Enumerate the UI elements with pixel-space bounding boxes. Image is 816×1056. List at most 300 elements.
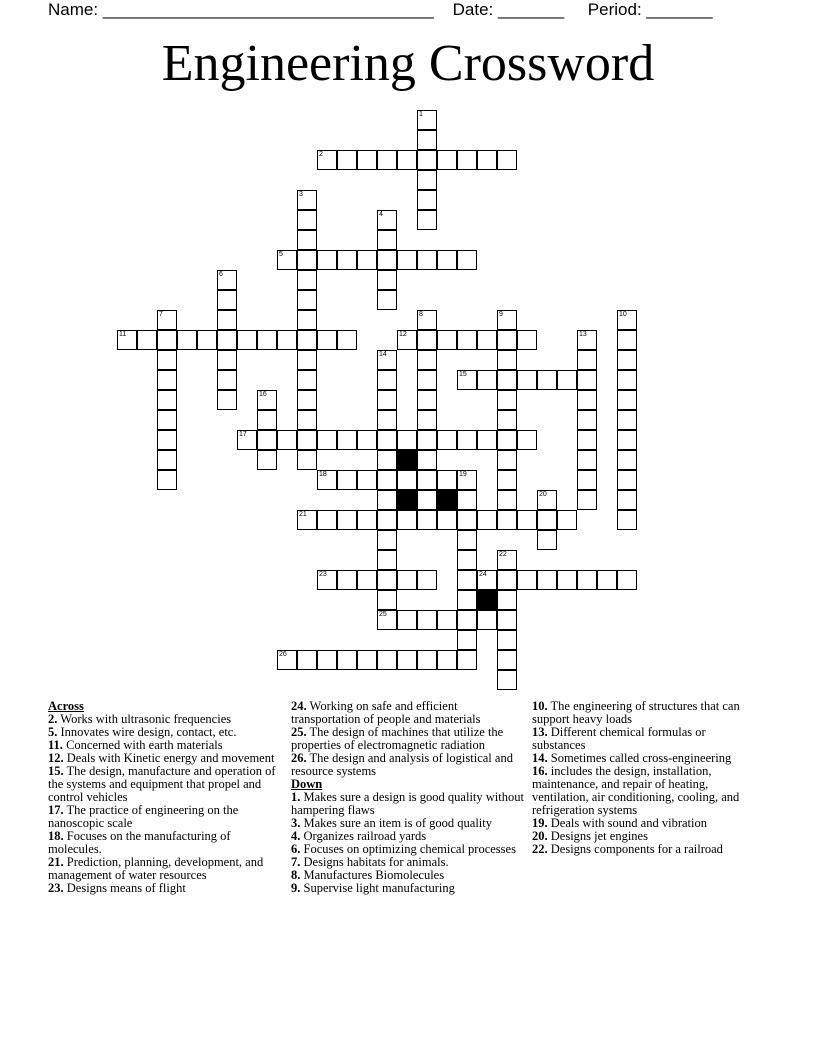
- grid-cell[interactable]: [537, 490, 557, 510]
- clue-number: 26: [279, 651, 287, 658]
- grid-cell[interactable]: [417, 430, 437, 450]
- clue-item: [48, 804, 283, 830]
- grid-cell[interactable]: [217, 310, 237, 330]
- clue-number: 19: [459, 471, 467, 478]
- grid-cell[interactable]: [457, 590, 477, 610]
- clue-item-number: 16.: [532, 764, 548, 778]
- grid-cell[interactable]: [497, 650, 517, 670]
- clue-item-number: 11.: [48, 738, 63, 752]
- grid-cell[interactable]: [157, 450, 177, 470]
- grid-cell[interactable]: [417, 350, 437, 370]
- grid-cell[interactable]: [317, 510, 337, 530]
- clue-number: 17: [239, 431, 247, 438]
- grid-cell[interactable]: [377, 210, 397, 230]
- grid-cell[interactable]: [517, 430, 537, 450]
- grid-cell[interactable]: [617, 410, 637, 430]
- clue-item-text: Innovates wire design, contact, etc.: [60, 725, 237, 739]
- grid-cell[interactable]: [577, 490, 597, 510]
- clues-column-3: [532, 700, 762, 856]
- grid-cell[interactable]: [337, 650, 357, 670]
- grid-cell[interactable]: [497, 370, 517, 390]
- clue-item: [291, 791, 524, 817]
- grid-cell[interactable]: [297, 370, 317, 390]
- grid-cell[interactable]: [177, 330, 197, 350]
- clue-number: 15: [459, 371, 467, 378]
- grid-cell[interactable]: [417, 170, 437, 190]
- grid-cell[interactable]: [577, 350, 597, 370]
- grid-cell[interactable]: [317, 250, 337, 270]
- grid-cell[interactable]: [277, 330, 297, 350]
- grid-cell[interactable]: [437, 610, 457, 630]
- grid-cell[interactable]: [457, 470, 477, 490]
- grid-cell[interactable]: [257, 330, 277, 350]
- grid-cell[interactable]: [377, 650, 397, 670]
- grid-cell[interactable]: [257, 390, 277, 410]
- black-cell: [477, 590, 497, 610]
- grid-cell[interactable]: [417, 370, 437, 390]
- grid-cell[interactable]: [497, 470, 517, 490]
- grid-cell[interactable]: [377, 450, 397, 470]
- grid-cell[interactable]: [497, 610, 517, 630]
- grid-cell[interactable]: [377, 230, 397, 250]
- clue-number: 20: [539, 491, 547, 498]
- grid-cell[interactable]: [157, 430, 177, 450]
- grid-cell[interactable]: [457, 650, 477, 670]
- crossword-grid: [117, 110, 757, 692]
- header: [48, 0, 713, 20]
- clue-number: 7: [159, 311, 163, 318]
- clue-item-text: The design, manufacture and operation of the systems and equipment that propel and control vehicles: [48, 764, 276, 804]
- clue-number: 14: [379, 351, 387, 358]
- grid-cell[interactable]: [517, 510, 537, 530]
- clue-number: 8: [419, 311, 423, 318]
- clue-item-text: Prediction, planning, development, and management of water resources: [48, 855, 264, 882]
- clue-item-number: 5.: [48, 725, 58, 739]
- grid-cell[interactable]: [337, 510, 357, 530]
- grid-cell[interactable]: [377, 610, 397, 630]
- clue-item-number: 10.: [532, 699, 548, 713]
- clue-number: 10: [619, 311, 627, 318]
- grid-cell[interactable]: [497, 590, 517, 610]
- grid-cell[interactable]: [157, 310, 177, 330]
- grid-cell[interactable]: [417, 510, 437, 530]
- black-cell: [437, 490, 457, 510]
- clue-number: 12: [399, 331, 407, 338]
- grid-cell[interactable]: [477, 150, 497, 170]
- clue-number: 2: [319, 151, 323, 158]
- grid-cell[interactable]: [397, 430, 417, 450]
- grid-cell[interactable]: [617, 570, 637, 590]
- grid-cell[interactable]: [617, 390, 637, 410]
- grid-cell[interactable]: [577, 390, 597, 410]
- grid-cell[interactable]: [497, 350, 517, 370]
- grid-cell[interactable]: [317, 330, 337, 350]
- clue-number: 22: [499, 551, 507, 558]
- grid-cell[interactable]: [397, 150, 417, 170]
- clue-item-number: 7.: [291, 855, 301, 869]
- grid-cell[interactable]: [617, 310, 637, 330]
- black-cell: [397, 490, 417, 510]
- clue-item: [48, 856, 283, 882]
- grid-cell[interactable]: [377, 410, 397, 430]
- clues-column-2: [291, 700, 524, 895]
- grid-cell[interactable]: [417, 190, 437, 210]
- grid-cell[interactable]: [357, 470, 377, 490]
- grid-cell[interactable]: [297, 270, 317, 290]
- grid-cell[interactable]: [337, 430, 357, 450]
- grid-cell[interactable]: [377, 470, 397, 490]
- grid-cell[interactable]: [397, 510, 417, 530]
- grid-cell[interactable]: [197, 330, 217, 350]
- clue-item-number: 14.: [532, 751, 548, 765]
- grid-cell[interactable]: [337, 570, 357, 590]
- grid-cell[interactable]: [497, 510, 517, 530]
- grid-cell[interactable]: [417, 150, 437, 170]
- grid-cell[interactable]: [377, 350, 397, 370]
- clue-item: [291, 700, 524, 726]
- grid-cell[interactable]: [437, 250, 457, 270]
- grid-cell[interactable]: [457, 490, 477, 510]
- clue-item-text: Designs habitats for animals.: [303, 855, 449, 869]
- grid-cell[interactable]: [417, 110, 437, 130]
- grid-cell[interactable]: [477, 510, 497, 530]
- grid-cell[interactable]: [297, 310, 317, 330]
- grid-cell[interactable]: [557, 510, 577, 530]
- grid-cell[interactable]: [217, 390, 237, 410]
- grid-cell[interactable]: [157, 330, 177, 350]
- grid-cell[interactable]: [497, 630, 517, 650]
- grid-cell[interactable]: [437, 510, 457, 530]
- grid-cell[interactable]: [417, 450, 437, 470]
- clue-item: [532, 843, 762, 856]
- clue-item-number: 9.: [291, 881, 301, 895]
- clues-column-1: [48, 700, 283, 895]
- grid-cell[interactable]: [277, 250, 297, 270]
- grid-cell[interactable]: [397, 570, 417, 590]
- clue-item-text: Focuses on optimizing chemical processes: [303, 842, 516, 856]
- grid-cell[interactable]: [357, 650, 377, 670]
- grid-cell[interactable]: [517, 370, 537, 390]
- clue-item: [291, 882, 524, 895]
- grid-cell[interactable]: [217, 290, 237, 310]
- grid-cell[interactable]: [457, 430, 477, 450]
- grid-cell[interactable]: [357, 510, 377, 530]
- grid-cell[interactable]: [477, 330, 497, 350]
- grid-cell[interactable]: [217, 370, 237, 390]
- clue-item-number: 4.: [291, 829, 301, 843]
- clue-item-number: 18.: [48, 829, 64, 843]
- clue-item-number: 6.: [291, 842, 301, 856]
- grid-cell[interactable]: [457, 550, 477, 570]
- grid-cell[interactable]: [377, 570, 397, 590]
- grid-cell[interactable]: [397, 610, 417, 630]
- clue-item: [291, 752, 524, 778]
- grid-cell[interactable]: [297, 250, 317, 270]
- grid-cell[interactable]: [297, 390, 317, 410]
- clue-item-number: 24.: [291, 699, 307, 713]
- grid-cell[interactable]: [297, 430, 317, 450]
- grid-cell[interactable]: [377, 250, 397, 270]
- grid-cell[interactable]: [477, 570, 497, 590]
- grid-cell[interactable]: [477, 430, 497, 450]
- grid-cell[interactable]: [577, 470, 597, 490]
- grid-cell[interactable]: [457, 510, 477, 530]
- grid-cell[interactable]: [577, 570, 597, 590]
- grid-cell[interactable]: [357, 250, 377, 270]
- grid-cell[interactable]: [257, 430, 277, 450]
- grid-cell[interactable]: [497, 550, 517, 570]
- grid-cell[interactable]: [577, 450, 597, 470]
- grid-cell[interactable]: [457, 570, 477, 590]
- clue-item-number: 26.: [291, 751, 307, 765]
- clue-item-text: Concerned with earth materials: [66, 738, 223, 752]
- grid-cell[interactable]: [417, 470, 437, 490]
- grid-cell[interactable]: [417, 130, 437, 150]
- clue-item-number: 15.: [48, 764, 64, 778]
- grid-cell[interactable]: [437, 330, 457, 350]
- grid-cell[interactable]: [457, 250, 477, 270]
- grid-cell[interactable]: [297, 290, 317, 310]
- clue-item: [532, 700, 762, 726]
- grid-cell[interactable]: [437, 650, 457, 670]
- grid-cell[interactable]: [157, 470, 177, 490]
- grid-cell[interactable]: [517, 570, 537, 590]
- grid-cell[interactable]: [497, 490, 517, 510]
- clue-item-text: Working on safe and efficient transportation of people and materials: [291, 699, 481, 726]
- clue-item-text: Deals with Kinetic energy and movement: [66, 751, 275, 765]
- grid-cell[interactable]: [617, 350, 637, 370]
- clue-item-number: 23.: [48, 881, 64, 895]
- grid-cell[interactable]: [417, 570, 437, 590]
- clue-item-number: 22.: [532, 842, 548, 856]
- grid-cell[interactable]: [617, 370, 637, 390]
- grid-cell[interactable]: [257, 410, 277, 430]
- clue-item-number: 20.: [532, 829, 548, 843]
- grid-cell[interactable]: [497, 390, 517, 410]
- grid-cell[interactable]: [317, 570, 337, 590]
- grid-cell[interactable]: [377, 490, 397, 510]
- clue-number: 21: [299, 511, 307, 518]
- grid-cell[interactable]: [297, 410, 317, 430]
- grid-cell[interactable]: [457, 330, 477, 350]
- clue-item-number: 21.: [48, 855, 64, 869]
- grid-cell[interactable]: [577, 370, 597, 390]
- grid-cell[interactable]: [497, 430, 517, 450]
- grid-cell[interactable]: [417, 210, 437, 230]
- clue-number: 1: [419, 111, 423, 118]
- clue-item-number: 12.: [48, 751, 64, 765]
- grid-cell[interactable]: [617, 330, 637, 350]
- grid-cell[interactable]: [337, 330, 357, 350]
- grid-cell[interactable]: [477, 370, 497, 390]
- grid-cell[interactable]: [357, 150, 377, 170]
- grid-cell[interactable]: [297, 230, 317, 250]
- grid-cell[interactable]: [297, 650, 317, 670]
- grid-cell[interactable]: [597, 570, 617, 590]
- down-heading: Down: [291, 777, 323, 791]
- clue-item: [532, 726, 762, 752]
- clue-item-text: Makes sure a design is good quality without hampering flaws: [291, 790, 524, 817]
- period-field[interactable]: Period: _______: [587, 0, 713, 19]
- grid-cell[interactable]: [617, 490, 637, 510]
- clue-item-text: includes the design, installation, maintenance, and repair of heating, ventilation, air conditioning, cooling, and refrigeration systems: [532, 764, 740, 817]
- grid-cell[interactable]: [217, 330, 237, 350]
- grid-cell[interactable]: [317, 470, 337, 490]
- grid-cell[interactable]: [237, 430, 257, 450]
- grid-cell[interactable]: [377, 290, 397, 310]
- grid-cell[interactable]: [457, 630, 477, 650]
- grid-cell[interactable]: [297, 350, 317, 370]
- clue-item: [291, 726, 524, 752]
- grid-cell[interactable]: [417, 650, 437, 670]
- grid-cell[interactable]: [417, 610, 437, 630]
- grid-cell[interactable]: [417, 310, 437, 330]
- clue-item-text: The design of machines that utilize the properties of electromagnetic radiation: [291, 725, 504, 752]
- clue-number: 5: [279, 251, 283, 258]
- date-field[interactable]: Date: _______: [452, 0, 565, 19]
- grid-cell[interactable]: [317, 150, 337, 170]
- grid-cell[interactable]: [437, 430, 457, 450]
- clue-item-number: 13.: [532, 725, 548, 739]
- clue-item-number: 2.: [48, 712, 58, 726]
- clue-number: 23: [319, 571, 327, 578]
- grid-cell[interactable]: [537, 570, 557, 590]
- grid-cell[interactable]: [217, 350, 237, 370]
- name-field[interactable]: Name: ___________________________________: [48, 0, 434, 19]
- grid-cell[interactable]: [497, 330, 517, 350]
- clue-item-text: Sometimes called cross-engineering: [550, 751, 732, 765]
- grid-cell[interactable]: [417, 250, 437, 270]
- clue-item-text: Designs components for a railroad: [550, 842, 723, 856]
- grid-cell[interactable]: [617, 450, 637, 470]
- grid-cell[interactable]: [157, 390, 177, 410]
- grid-cell[interactable]: [457, 530, 477, 550]
- grid-cell[interactable]: [497, 410, 517, 430]
- grid-cell[interactable]: [377, 590, 397, 610]
- grid-cell[interactable]: [417, 410, 437, 430]
- clue-number: 18: [319, 471, 327, 478]
- grid-cell[interactable]: [377, 390, 397, 410]
- grid-cell[interactable]: [497, 570, 517, 590]
- grid-cell[interactable]: [457, 610, 477, 630]
- grid-cell[interactable]: [117, 330, 137, 350]
- grid-cell[interactable]: [617, 470, 637, 490]
- grid-cell[interactable]: [417, 490, 437, 510]
- grid-cell[interactable]: [557, 370, 577, 390]
- grid-cell[interactable]: [577, 410, 597, 430]
- clue-item: [48, 882, 283, 895]
- grid-cell[interactable]: [137, 330, 157, 350]
- clue-item-text: Supervise light manufacturing: [303, 881, 455, 895]
- clue-item-text: Makes sure an item is of good quality: [303, 816, 493, 830]
- clue-item: [48, 830, 283, 856]
- grid-cell[interactable]: [157, 410, 177, 430]
- grid-cell[interactable]: [377, 510, 397, 530]
- grid-cell[interactable]: [497, 670, 517, 690]
- grid-cell[interactable]: [397, 330, 417, 350]
- clue-item-text: The engineering of structures that can support heavy loads: [532, 699, 740, 726]
- grid-cell[interactable]: [377, 550, 397, 570]
- clue-item-text: Organizes railroad yards: [303, 829, 427, 843]
- clue-item-text: Focuses on the manufacturing of molecules.: [48, 829, 231, 856]
- grid-cell[interactable]: [537, 510, 557, 530]
- grid-cell[interactable]: [397, 650, 417, 670]
- clue-number: 16: [259, 391, 267, 398]
- grid-cell[interactable]: [297, 210, 317, 230]
- clue-item-number: 3.: [291, 816, 301, 830]
- grid-cell[interactable]: [577, 330, 597, 350]
- grid-cell[interactable]: [517, 330, 537, 350]
- grid-cell[interactable]: [577, 430, 597, 450]
- grid-cell[interactable]: [357, 570, 377, 590]
- grid-cell[interactable]: [417, 330, 437, 350]
- clue-number: 24: [479, 571, 487, 578]
- clue-item: [48, 765, 283, 804]
- grid-cell[interactable]: [277, 430, 297, 450]
- grid-cell[interactable]: [537, 370, 557, 390]
- grid-cell[interactable]: [377, 370, 397, 390]
- grid-cell[interactable]: [357, 430, 377, 450]
- clue-number: 25: [379, 611, 387, 618]
- grid-cell[interactable]: [297, 510, 317, 530]
- grid-cell[interactable]: [397, 470, 417, 490]
- grid-cell[interactable]: [157, 350, 177, 370]
- clue-number: 9: [499, 311, 503, 318]
- grid-cell[interactable]: [617, 430, 637, 450]
- clue-item-text: Deals with sound and vibration: [550, 816, 707, 830]
- grid-cell[interactable]: [457, 370, 477, 390]
- grid-cell[interactable]: [297, 450, 317, 470]
- grid-cell[interactable]: [317, 430, 337, 450]
- grid-cell[interactable]: [397, 250, 417, 270]
- grid-cell[interactable]: [297, 330, 317, 350]
- clue-number: 6: [219, 271, 223, 278]
- clue-item-text: Manufactures Biomolecules: [303, 868, 445, 882]
- clue-item-text: The practice of engineering on the nanoscopic scale: [48, 803, 239, 830]
- grid-cell[interactable]: [297, 190, 317, 210]
- grid-cell[interactable]: [437, 470, 457, 490]
- grid-cell[interactable]: [237, 330, 257, 350]
- grid-cell[interactable]: [377, 270, 397, 290]
- clue-item-text: The design and analysis of logistical and resource systems: [291, 751, 513, 778]
- grid-cell[interactable]: [557, 570, 577, 590]
- grid-cell[interactable]: [317, 650, 337, 670]
- grid-cell[interactable]: [437, 150, 457, 170]
- grid-cell[interactable]: [617, 510, 637, 530]
- grid-cell[interactable]: [377, 430, 397, 450]
- grid-cell[interactable]: [377, 530, 397, 550]
- grid-cell[interactable]: [337, 150, 357, 170]
- grid-cell[interactable]: [417, 390, 437, 410]
- page-title: Engineering Crossword: [161, 35, 655, 92]
- grid-cell[interactable]: [537, 530, 557, 550]
- grid-cell[interactable]: [477, 610, 497, 630]
- clue-item-text: Different chemical formulas or substances: [532, 725, 706, 752]
- grid-cell[interactable]: [497, 450, 517, 470]
- grid-cell[interactable]: [497, 150, 517, 170]
- clue-number: 3: [299, 191, 303, 198]
- grid-cell[interactable]: [217, 270, 237, 290]
- grid-cell[interactable]: [157, 370, 177, 390]
- grid-cell[interactable]: [337, 470, 357, 490]
- grid-cell[interactable]: [497, 310, 517, 330]
- grid-cell[interactable]: [377, 150, 397, 170]
- grid-cell[interactable]: [457, 150, 477, 170]
- grid-cell[interactable]: [277, 650, 297, 670]
- grid-cell[interactable]: [337, 250, 357, 270]
- across-heading: Across: [48, 699, 84, 713]
- grid-cell[interactable]: [257, 450, 277, 470]
